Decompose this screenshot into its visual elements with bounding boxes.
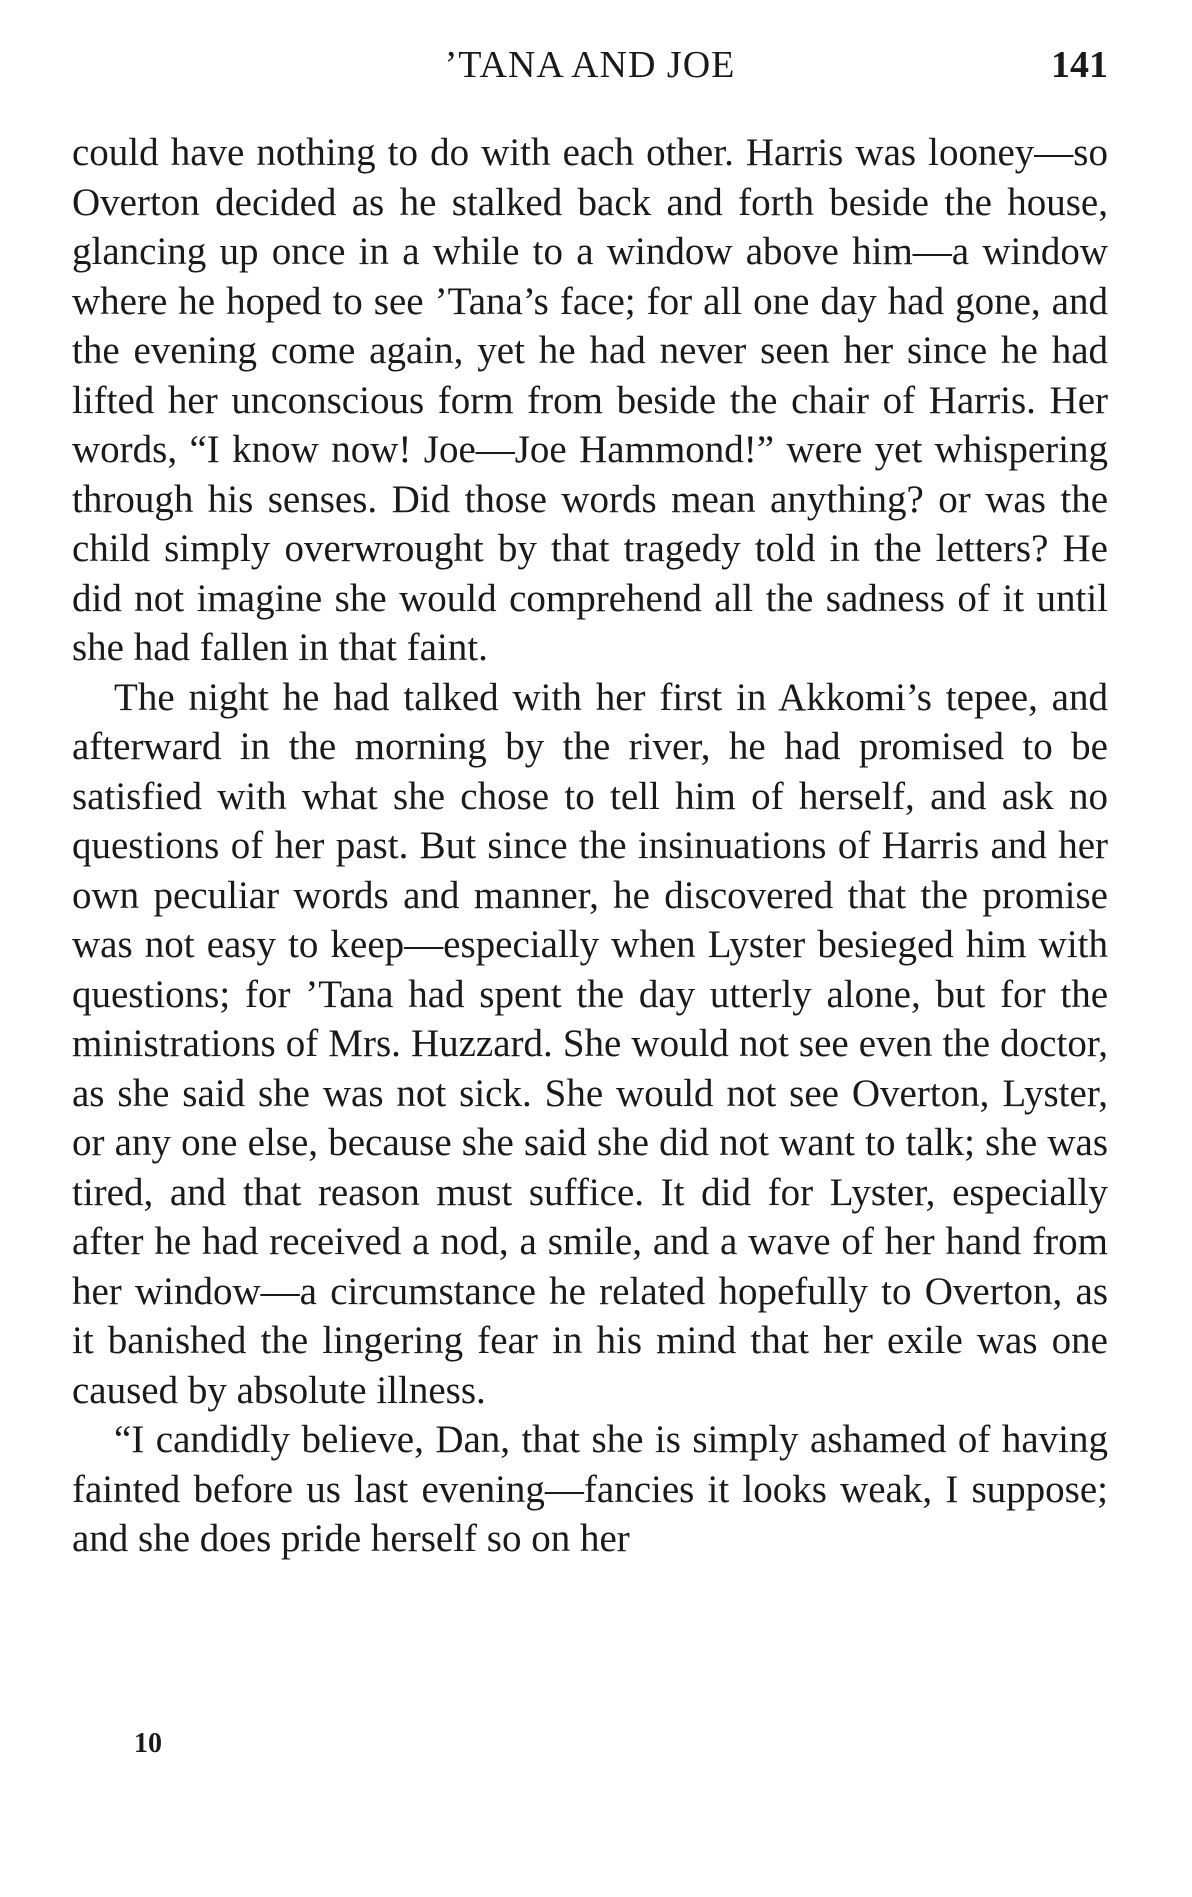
paragraph-1: could have nothing to do with each other. Harris was looney—so Overton decided as he stalked back and forth beside the house, glancing up once in a while to a window above him—a window where he hoped to see ’Tana’s face; for all one day had gone, and the evening come again, yet he had never seen her since he had lifted her unconscious form from beside the chair of Harris. Her words, “I know now! Joe—Joe Hammond!” were yet whispering through his senses. Did those words mean anything? or was the child simply overwrought by that tragedy told in the letters? He did not imagine she would comprehend all the sadness of it until she had fallen in that faint. xyxy=(72,131,1108,669)
paragraph-2: The night he had talked with her first in Akkomi’s tepee, and afterward in the morning by the river, he had promised to be satisfied with what she chose to tell him of herself, and ask no questions of her past. But since the insinuations of Harris and her own peculiar words and manner, he discovered that the promise was not easy to keep—especially when Lyster besieged him with questions; for ’Tana had spent the day utterly alone, but for the ministrations of Mrs. Huzzard. She would not see even the doctor, as she said she was not sick. She would not see Overton, Lyster, or any one else, because she said she did not want to talk; she was tired, and that reason must suffice. It did for Lyster, especially after he had received a nod, a smile, and a wave of her hand from her window—a circumstance he related hopefully to Overton, as it banished the lingering fear in his mind that her exile was one caused by absolute illness. xyxy=(72,675,1108,1412)
page-number: 141 xyxy=(1051,44,1108,86)
paragraph-3: “I candidly believe, Dan, that she is simply ashamed of having fainted before us last evening—fancies it looks weak, I suppose; and she does pride herself so on her xyxy=(72,1418,1108,1560)
running-title: ’TANA AND JOE xyxy=(444,44,736,86)
running-head xyxy=(72,40,1108,90)
signature-mark: 10 xyxy=(134,1728,162,1759)
body-text xyxy=(72,128,1108,1564)
